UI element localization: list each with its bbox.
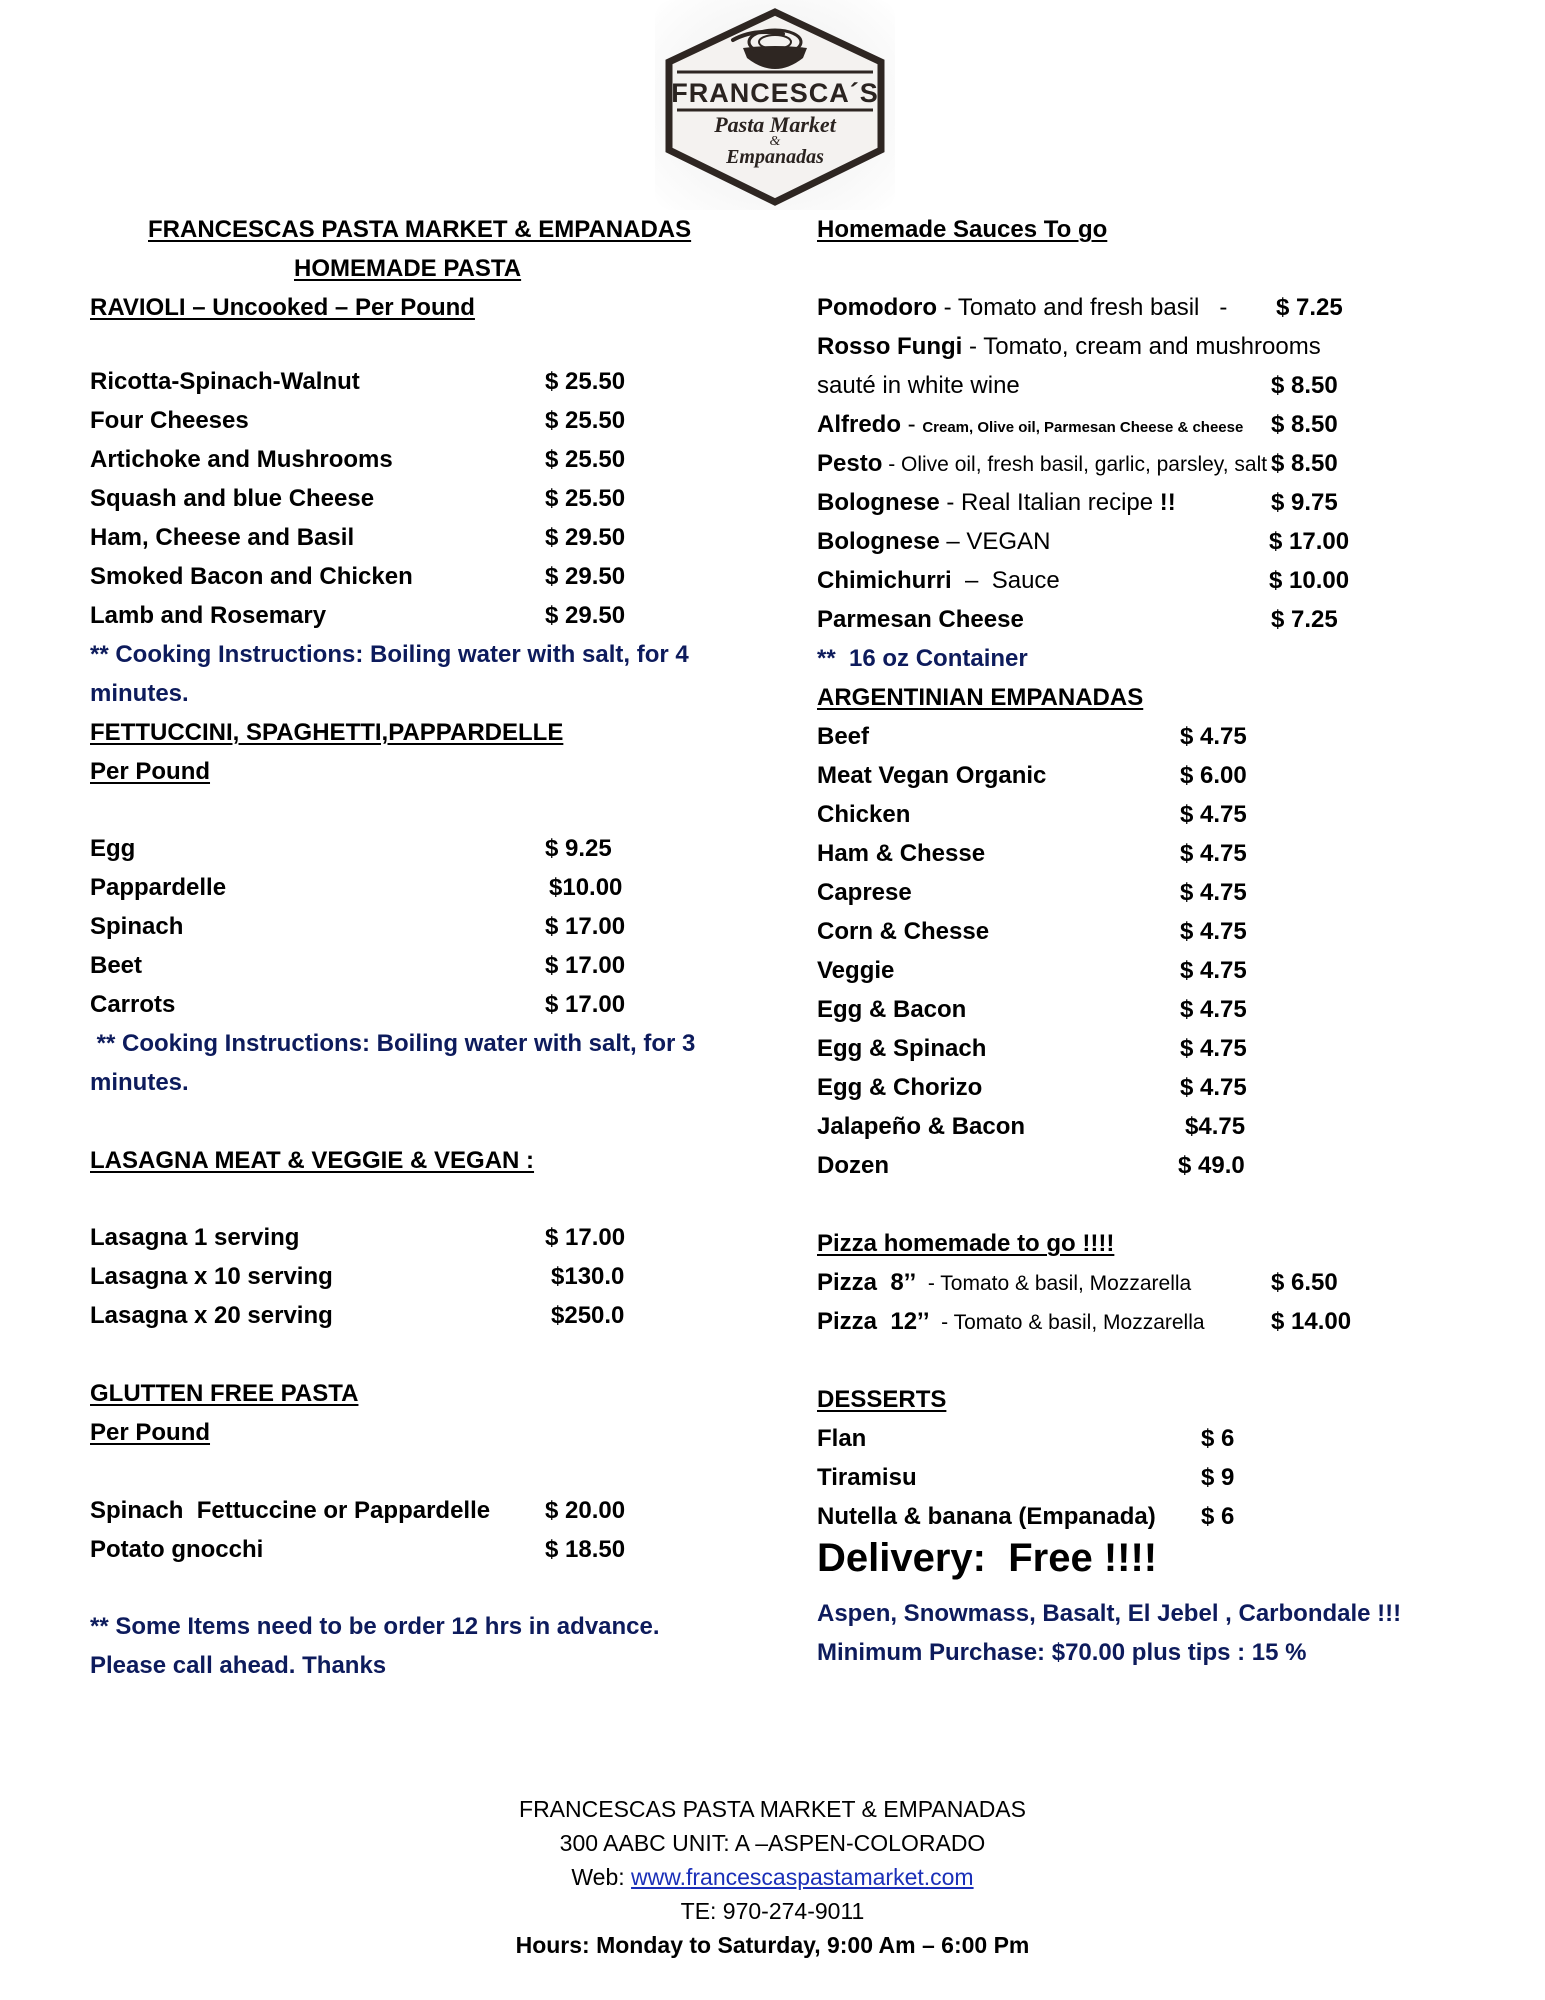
delivery-title: Delivery: Free !!!! (817, 1536, 1158, 1580)
pizza-name: Pizza 8’’ (817, 1269, 917, 1296)
pasta-item-name: Spinach (90, 913, 184, 940)
sauce-name: Alfredo (817, 411, 901, 438)
container-size-note: ** 16 oz Container (817, 645, 1028, 672)
gluten-free-item-price: $ 20.00 (545, 1497, 626, 1524)
empanada-item-name: Ham & Chesse (817, 840, 986, 867)
pizza-name: Pizza 12’’ (817, 1308, 930, 1335)
dessert-item-name: Flan (817, 1425, 867, 1452)
sauce-price: $ 8.50 (1271, 372, 1338, 399)
ravioli-heading: RAVIOLI – Uncooked – Per Pound (90, 294, 475, 321)
pasta-item-name: Carrots (90, 991, 176, 1018)
pasta-item-name: Egg (90, 835, 136, 862)
sauce-name: Bolognese (817, 528, 940, 555)
logo-tagline-1: Pasta Market (714, 112, 836, 137)
sauce-desc-cont: sauté in white wine (817, 372, 1020, 399)
ravioli-item-price: $ 25.50 (545, 446, 626, 473)
sauce-price: $ 7.25 (1271, 606, 1338, 633)
empanada-item-name: Meat Vegan Organic (817, 762, 1047, 789)
sauce-item (817, 600, 1024, 639)
ravioli-item-name: Four Cheeses (90, 407, 249, 434)
lasagna-item-name: Lasagna x 20 serving (90, 1302, 333, 1329)
ravioli-item-name: Smoked Bacon and Chicken (90, 563, 413, 590)
footer-address: 300 AABC UNIT: A –ASPEN-COLORADO (559, 1830, 986, 1856)
sauce-name: Bolognese (817, 489, 940, 516)
footer-phone: TE: 970-274-9011 (680, 1898, 865, 1924)
ravioli-item-name: Ham, Cheese and Basil (90, 524, 355, 551)
sauce-desc: - Tomato, cream and mushrooms (962, 333, 1321, 360)
empanada-item-name: Caprese (817, 879, 912, 906)
ravioli-item-price: $ 29.50 (545, 602, 626, 629)
pizza-price: $ 14.00 (1271, 1308, 1352, 1335)
dessert-item-name: Tiramisu (817, 1464, 917, 1491)
pasta-cooking-note-cont: minutes. (90, 1069, 189, 1096)
gluten-free-item-name: Potato gnocchi (90, 1536, 264, 1563)
empanada-item-name: Egg & Bacon (817, 996, 967, 1023)
sauce-price: $ 10.00 (1269, 567, 1350, 594)
ravioli-item-price: $ 29.50 (545, 563, 626, 590)
ravioli-item-name: Squash and blue Cheese (90, 485, 375, 512)
sauce-item (817, 444, 1267, 484)
empanada-item-name: Corn & Chesse (817, 918, 990, 945)
restaurant-logo (655, 0, 895, 210)
empanadas-heading: ARGENTINIAN EMPANADAS (817, 684, 1144, 711)
advance-order-note-cont: Please call ahead. Thanks (90, 1652, 387, 1679)
delivery-minimum: Minimum Purchase: $70.00 plus tips : 15 % (817, 1639, 1307, 1666)
sauce-price: $ 8.50 (1271, 450, 1338, 477)
empanada-item-price: $ 49.0 (1178, 1152, 1245, 1179)
pizza-heading: Pizza homemade to go !!!! (817, 1230, 1115, 1257)
dessert-item-name: Nutella & banana (Empanada) (817, 1503, 1156, 1530)
sauce-desc: – Sauce (951, 567, 1060, 594)
lasagna-heading: LASAGNA MEAT & VEGGIE & VEGAN : (90, 1147, 535, 1174)
empanada-item-price: $ 4.75 (1180, 996, 1247, 1023)
pasta-item-price: $10.00 (549, 874, 623, 901)
ravioli-cooking-note-cont: minutes. (90, 680, 189, 707)
ravioli-item-price: $ 25.50 (545, 407, 626, 434)
sauce-item (817, 327, 1321, 366)
sauce-name: Chimichurri (817, 567, 952, 594)
pasta-item-price: $ 9.25 (545, 835, 612, 862)
pasta-item-price: $ 17.00 (545, 913, 626, 940)
sauce-desc: - (901, 411, 923, 438)
website-link[interactable]: www.francescaspastamarket.com (631, 1864, 974, 1890)
ravioli-item-price: $ 25.50 (545, 368, 626, 395)
gluten-free-heading: GLUTTEN FREE PASTA (90, 1380, 359, 1407)
lasagna-item-price: $250.0 (551, 1302, 625, 1329)
logo-tagline-3: Empanadas (726, 146, 824, 168)
lasagna-item-name: Lasagna 1 serving (90, 1224, 300, 1251)
pasta-item-price: $ 17.00 (545, 952, 626, 979)
logo-tagline-2: & (769, 134, 781, 149)
empanada-item-name: Beef (817, 723, 870, 750)
sauce-item (817, 288, 1227, 327)
fettuccini-heading: FETTUCCINI, SPAGHETTI,PAPPARDELLE (90, 719, 564, 746)
lasagna-item-price: $ 17.00 (545, 1224, 626, 1251)
empanada-item-name: Dozen (817, 1152, 889, 1179)
dessert-item-price: $ 6 (1201, 1425, 1235, 1452)
sauce-price: $ 17.00 (1269, 528, 1350, 555)
sauce-name: Pomodoro (817, 294, 937, 321)
ravioli-cooking-note: ** Cooking Instructions: Boiling water with salt, for 4 (90, 641, 689, 668)
empanada-item-price: $4.75 (1185, 1113, 1246, 1140)
lasagna-item-name: Lasagna x 10 serving (90, 1263, 333, 1290)
empanada-item-name: Veggie (817, 957, 895, 984)
lasagna-item-price: $130.0 (551, 1263, 625, 1290)
ravioli-item-name: Lamb and Rosemary (90, 602, 327, 629)
empanada-item-price: $ 4.75 (1180, 879, 1247, 906)
logo-brand-text: FRANCESCA´S (671, 78, 879, 108)
sauce-desc: - Tomato and fresh basil - (937, 294, 1228, 321)
sauce-price: $ 9.75 (1271, 489, 1338, 516)
sauce-price: $ 7.25 (1276, 294, 1343, 321)
sauce-desc: - Real Italian recipe (939, 489, 1160, 516)
footer-web-label: Web: (571, 1864, 632, 1890)
sauce-desc: - Olive oil, fresh basil, garlic, parsley, salt (882, 453, 1268, 476)
empanada-item-name: Jalapeño & Bacon (817, 1113, 1026, 1140)
sauce-price: $ 8.50 (1271, 411, 1338, 438)
pasta-cooking-note: ** Cooking Instructions: Boiling water with salt, for 3 (90, 1030, 696, 1057)
ravioli-item-price: $ 25.50 (545, 485, 626, 512)
footer-hours: Hours: Monday to Saturday, 9:00 Am – 6:00 Pm (515, 1932, 1030, 1958)
pizza-price: $ 6.50 (1271, 1269, 1338, 1296)
dessert-item-price: $ 9 (1201, 1464, 1235, 1491)
pizza-item (817, 1263, 1191, 1303)
pizza-item (817, 1302, 1205, 1342)
pasta-item-name: Beet (90, 952, 143, 979)
empanada-item-price: $ 4.75 (1180, 801, 1247, 828)
gluten-free-item-price: $ 18.50 (545, 1536, 626, 1563)
empanada-item-price: $ 4.75 (1180, 1074, 1247, 1101)
sauce-item (817, 522, 1050, 561)
empanada-item-price: $ 4.75 (1180, 918, 1247, 945)
ravioli-item-price: $ 29.50 (545, 524, 626, 551)
pasta-item-price: $ 17.00 (545, 991, 626, 1018)
ravioli-item-name: Ricotta-Spinach-Walnut (90, 368, 360, 395)
sauce-item (817, 483, 1176, 522)
fettuccini-subheading: Per Pound (90, 758, 211, 785)
sauce-name: Rosso Fungi (817, 333, 963, 360)
empanada-item-price: $ 4.75 (1180, 957, 1247, 984)
delivery-areas: Aspen, Snowmass, Basalt, El Jebel , Carbondale !!! (817, 1600, 1402, 1627)
menu-title: FRANCESCAS PASTA MARKET & EMPANADAS (148, 216, 692, 243)
advance-order-note: ** Some Items need to be order 12 hrs in advance. (90, 1613, 660, 1640)
sauce-desc-emphasis: !! (1159, 489, 1176, 516)
gluten-free-item-name: Spinach Fettuccine or Pappardelle (90, 1497, 491, 1524)
sauce-name: Parmesan Cheese (817, 606, 1024, 633)
sauce-item (817, 405, 1243, 447)
sauce-desc: – VEGAN (939, 528, 1051, 555)
sauce-name: Pesto (817, 450, 883, 477)
empanada-item-name: Egg & Spinach (817, 1035, 987, 1062)
empanada-item-price: $ 4.75 (1180, 723, 1247, 750)
homemade-pasta-heading: HOMEMADE PASTA (294, 255, 522, 282)
pasta-item-name: Pappardelle (90, 874, 227, 901)
sauces-heading: Homemade Sauces To go (817, 216, 1108, 243)
dessert-item-price: $ 6 (1201, 1503, 1235, 1530)
sauce-item (817, 561, 1060, 600)
empanada-item-price: $ 4.75 (1180, 840, 1247, 867)
sauce-desc-small: Cream, Olive oil, Parmesan Cheese & cheese (922, 419, 1244, 436)
footer-business-name: FRANCESCAS PASTA MARKET & EMPANADAS (519, 1796, 1026, 1822)
ravioli-item-name: Artichoke and Mushrooms (90, 446, 393, 473)
desserts-heading: DESSERTS (817, 1386, 947, 1413)
gluten-free-subheading: Per Pound (90, 1419, 211, 1446)
empanada-item-name: Egg & Chorizo (817, 1074, 983, 1101)
footer-web (0, 1860, 1545, 1894)
empanada-item-price: $ 6.00 (1180, 762, 1247, 789)
pizza-desc: - Tomato & basil, Mozzarella (916, 1272, 1192, 1295)
empanada-item-name: Chicken (817, 801, 911, 828)
pizza-desc: - Tomato & basil, Mozzarella (929, 1311, 1205, 1334)
empanada-item-price: $ 4.75 (1180, 1035, 1247, 1062)
